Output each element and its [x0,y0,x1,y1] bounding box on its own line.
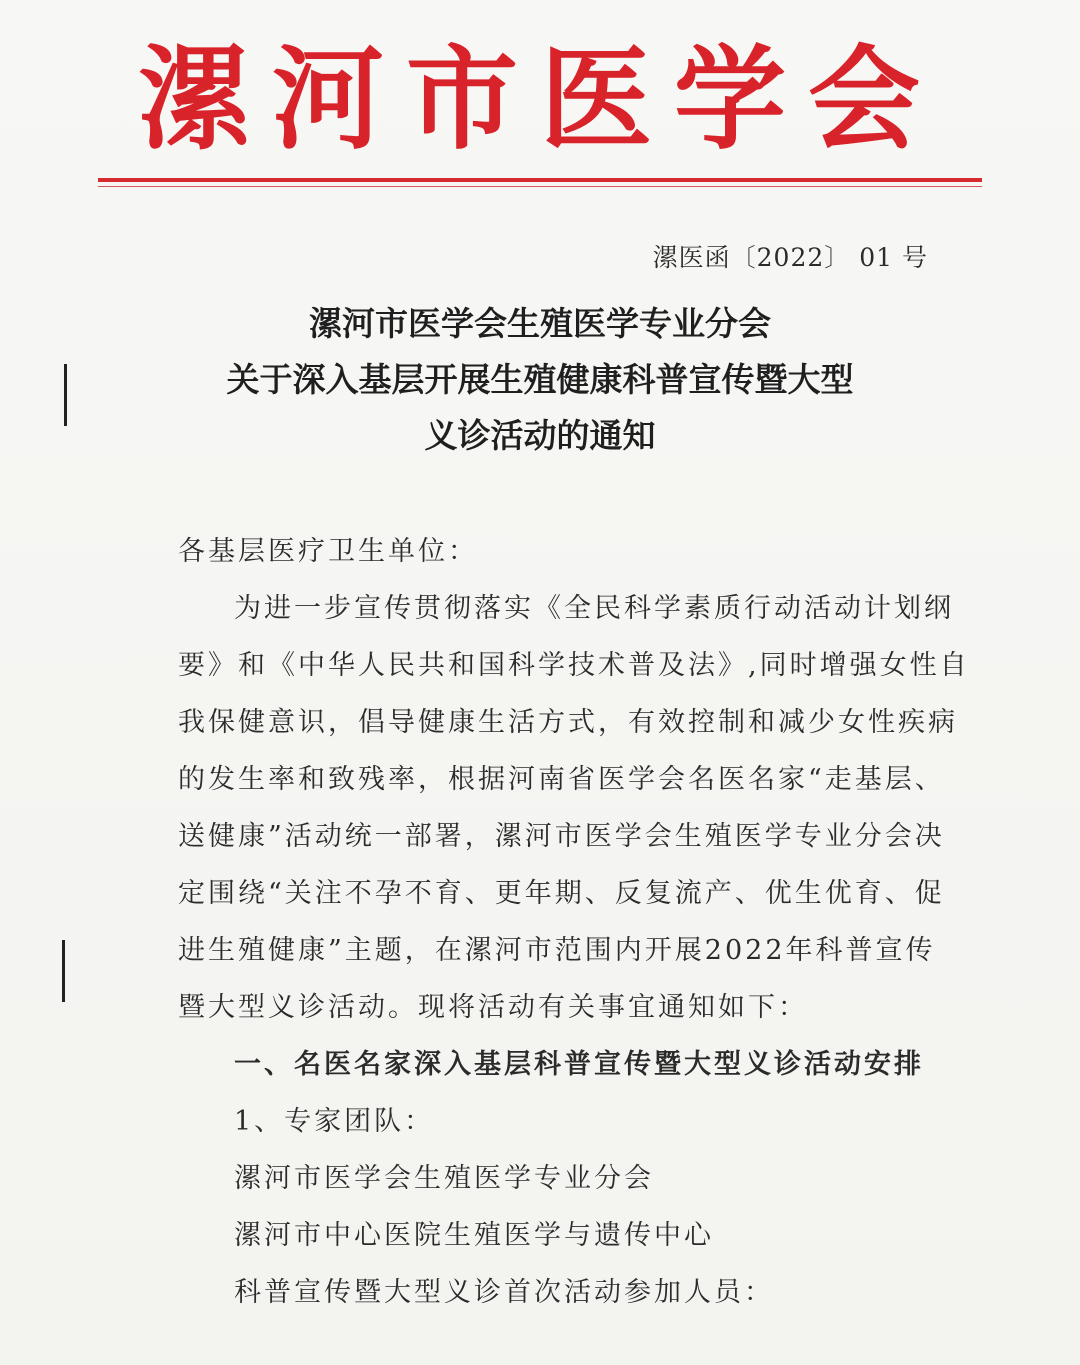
paragraph-line: 的发生率和致残率，根据河南省医学会名医名家“走基层、 [178,764,945,795]
letterhead-title: 漯河市医学会 [138,34,942,165]
title-line: 漯河市医学会生殖医学专业分会 [309,304,771,343]
team-line: 漯河市中心医院生殖医学与遗传中心 [234,1220,714,1251]
letterhead-red-rule [98,178,982,182]
binding-mark [64,364,67,426]
team-line: 科普宣传暨大型义诊首次活动参加人员： [234,1277,774,1308]
paragraph-line: 送健康”活动统一部署，漯河市医学会生殖医学专业分会决 [178,821,945,852]
subsection-heading: 1、专家团队： [234,1106,435,1137]
salutation: 各基层医疗卫生单位： [178,536,478,567]
paragraph-line: 定围绕“关注不孕不育、更年期、反复流产、优生优育、促 [178,878,945,909]
paragraph-line: 我保健意识，倡导健康生活方式，有效控制和减少女性疾病 [178,707,958,738]
paragraph-line: 要》和《中华人民共和国科学技术普及法》,同时增强女性自 [178,650,970,681]
section-heading: 一、名医名家深入基层科普宣传暨大型义诊活动安排 [234,1049,924,1080]
document-title [0,296,1080,464]
binding-mark [62,940,65,1002]
title-line: 关于深入基层开展生殖健康科普宣传暨大型 [226,360,854,399]
paragraph-line: 为进一步宣传贯彻落实《全民科学素质行动活动计划纲 [234,593,954,624]
title-line: 义诊活动的通知 [424,416,656,455]
document-number: 漯医函〔2022〕 01 号 [652,243,928,272]
letterhead-red-rule-thin [98,186,982,187]
paragraph-line: 进生殖健康”主题，在漯河市范围内开展2022年科普宣传 [178,935,936,966]
team-line: 漯河市医学会生殖医学专业分会 [234,1163,654,1194]
paragraph-line: 暨大型义诊活动。现将活动有关事宜通知如下： [178,992,808,1023]
